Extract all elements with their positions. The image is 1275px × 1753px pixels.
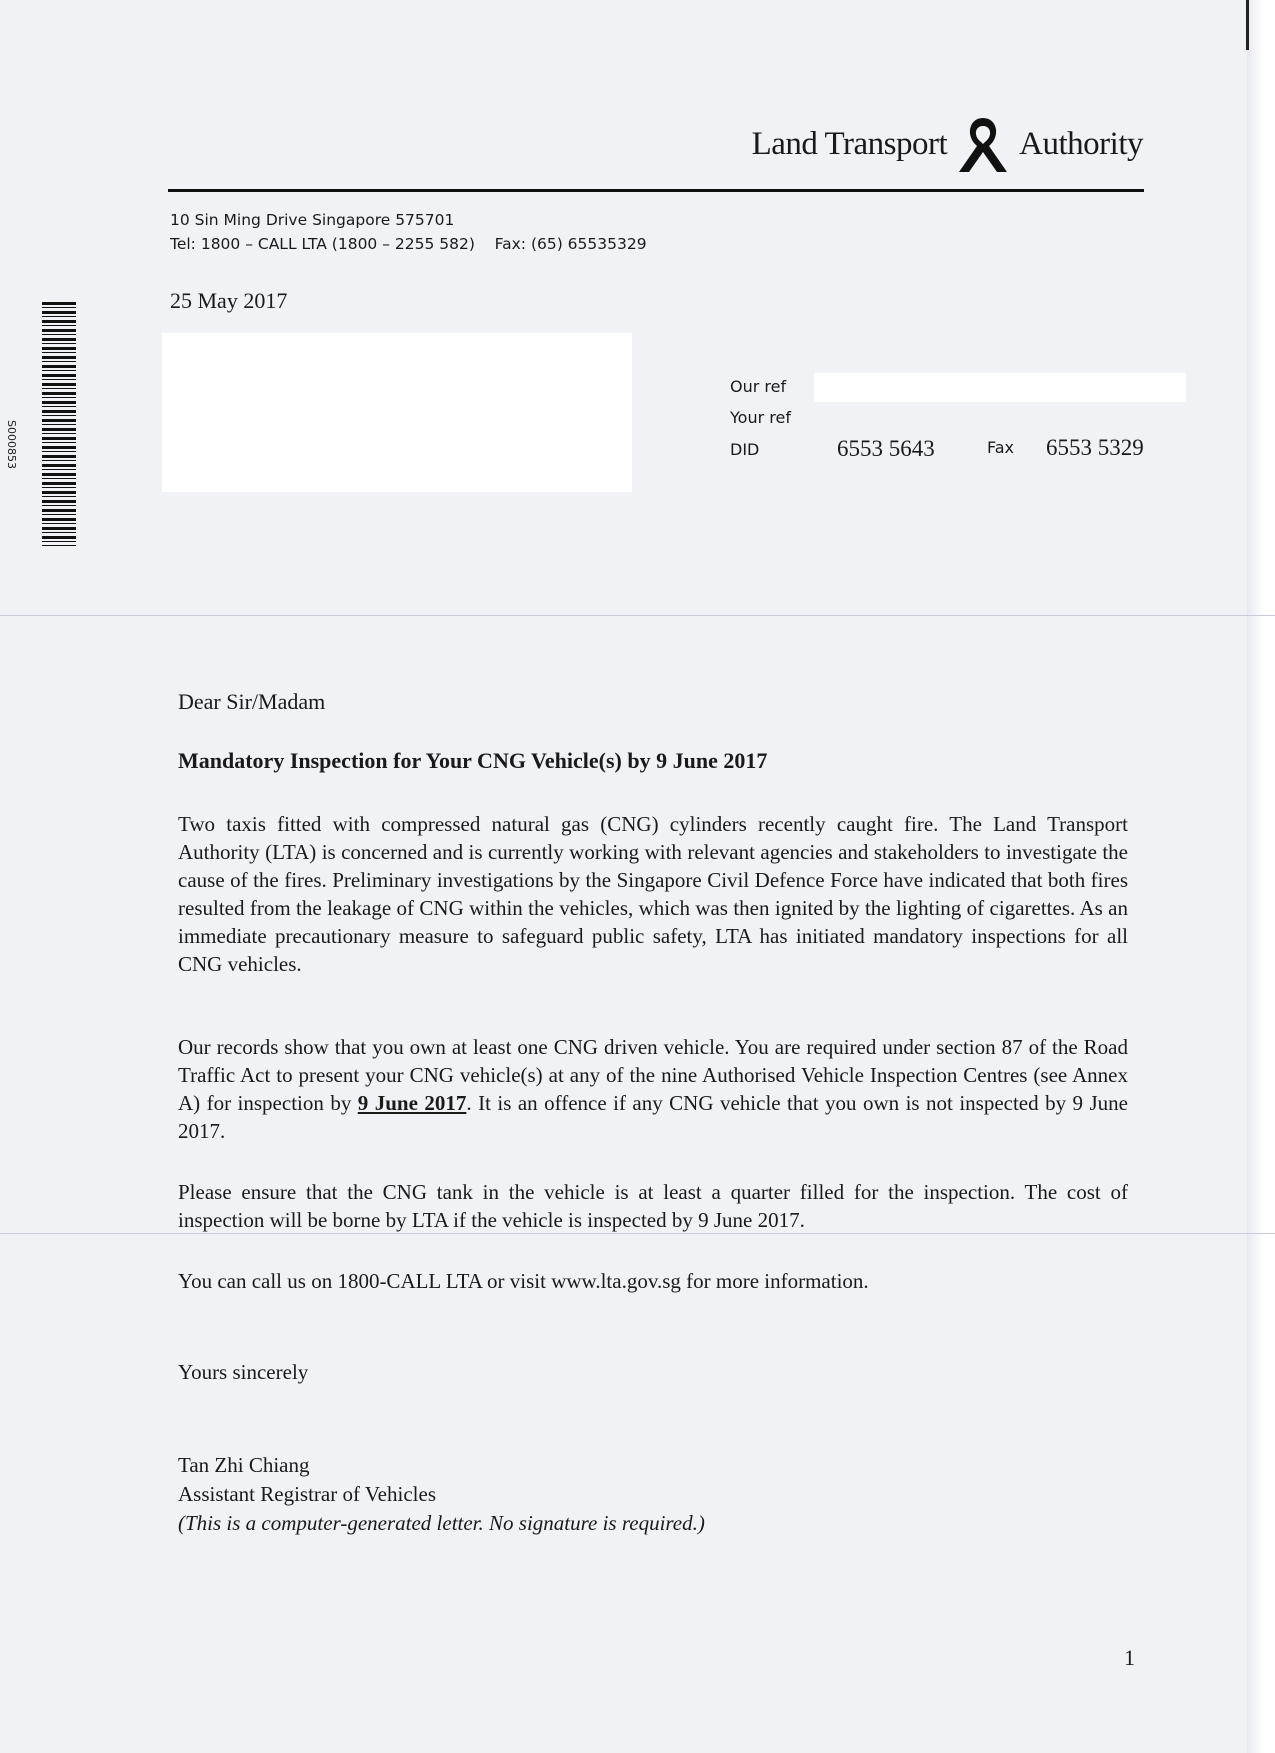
signature-note: (This is a computer-generated letter. No signature is required.) — [178, 1511, 705, 1535]
fold-line — [0, 615, 1275, 616]
letter-subject: Mandatory Inspection for Your CNG Vehicle(s) by 9 June 2017 — [178, 748, 768, 773]
contact-line — [170, 232, 647, 256]
letter-date: 25 May 2017 — [170, 288, 288, 313]
our-ref-label: Our ref — [730, 377, 787, 396]
p2-text: Our records show that you own at least one CNG driven vehicle. You are required under section 87 of the Road Traffic Act to present your CNG vehicle(s) at any of the nine Authorised Vehicle Inspection Centres (see Annex A) for inspection by — [178, 1035, 1128, 1115]
paragraph-2 — [178, 1033, 1128, 1145]
barcode-text: S000853 — [5, 420, 18, 469]
redacted-our-ref — [814, 373, 1186, 402]
did-value: 6553 5643 — [837, 436, 935, 461]
header-rule — [168, 189, 1144, 192]
signatory-name: Tan Zhi Chiang — [178, 1453, 310, 1477]
fax-value: 6553 5329 — [1046, 435, 1144, 460]
letterhead-address — [170, 208, 647, 256]
paragraph-4: You can call us on 1800-CALL LTA or visit www.lta.gov.sg for more information. — [178, 1269, 869, 1293]
your-ref-label: Your ref — [730, 408, 791, 427]
logo-text-left: Land Transport — [751, 125, 948, 162]
p2-text-end: . It is an offence if any CNG vehicle that you own is not inspected by 9 June 2017. — [178, 1091, 1128, 1143]
tel-text: Tel: 1800 – CALL LTA (1800 – 2255 582) — [170, 235, 475, 253]
page-number: 1 — [1124, 1645, 1135, 1670]
did-label: DID — [730, 440, 760, 459]
closing: Yours sincerely — [178, 1360, 309, 1384]
lta-logo — [752, 112, 1143, 176]
salutation: Dear Sir/Madam — [178, 689, 326, 714]
address-line: 10 Sin Ming Drive Singapore 575701 — [170, 211, 455, 229]
paragraph-3: Please ensure that the CNG tank in the vehicle is at least a quarter filled for the inspection. The cost of inspection will be borne by LTA if the vehicle is inspected by 9 June 2017. — [178, 1180, 1128, 1232]
redacted-address — [162, 333, 632, 492]
signatory-title: Assistant Registrar of Vehicles — [178, 1482, 436, 1506]
fax-label: Fax — [987, 438, 1015, 457]
deadline-emphasis: 9 June 2017 — [357, 1091, 467, 1115]
fax-text: Fax: (65) 65535329 — [494, 235, 647, 253]
logo-text-right: Authority — [1019, 125, 1143, 162]
scan-edge — [1247, 0, 1275, 1753]
paragraph-1: Two taxis fitted with compressed natural gas (CNG) cylinders recently caught fire. The Land Transport Authority (LTA) is concerned and is currently working with relevant agencies and stakeholders to investigate the cause of the fires. Preliminary investigations by the Singapore Civil Defence Force have indicated that both fires resulted from the leakage of CNG within the vehicles, which was then ignited by the lighting of cigarettes. As an immediate precautionary measure to safeguard public safety, LTA has initiated mandatory inspections for all CNG vehicles. — [178, 812, 1128, 976]
lta-ribbon-icon — [951, 112, 1015, 176]
barcode — [42, 302, 76, 546]
scan-edge-mark — [1246, 0, 1249, 50]
